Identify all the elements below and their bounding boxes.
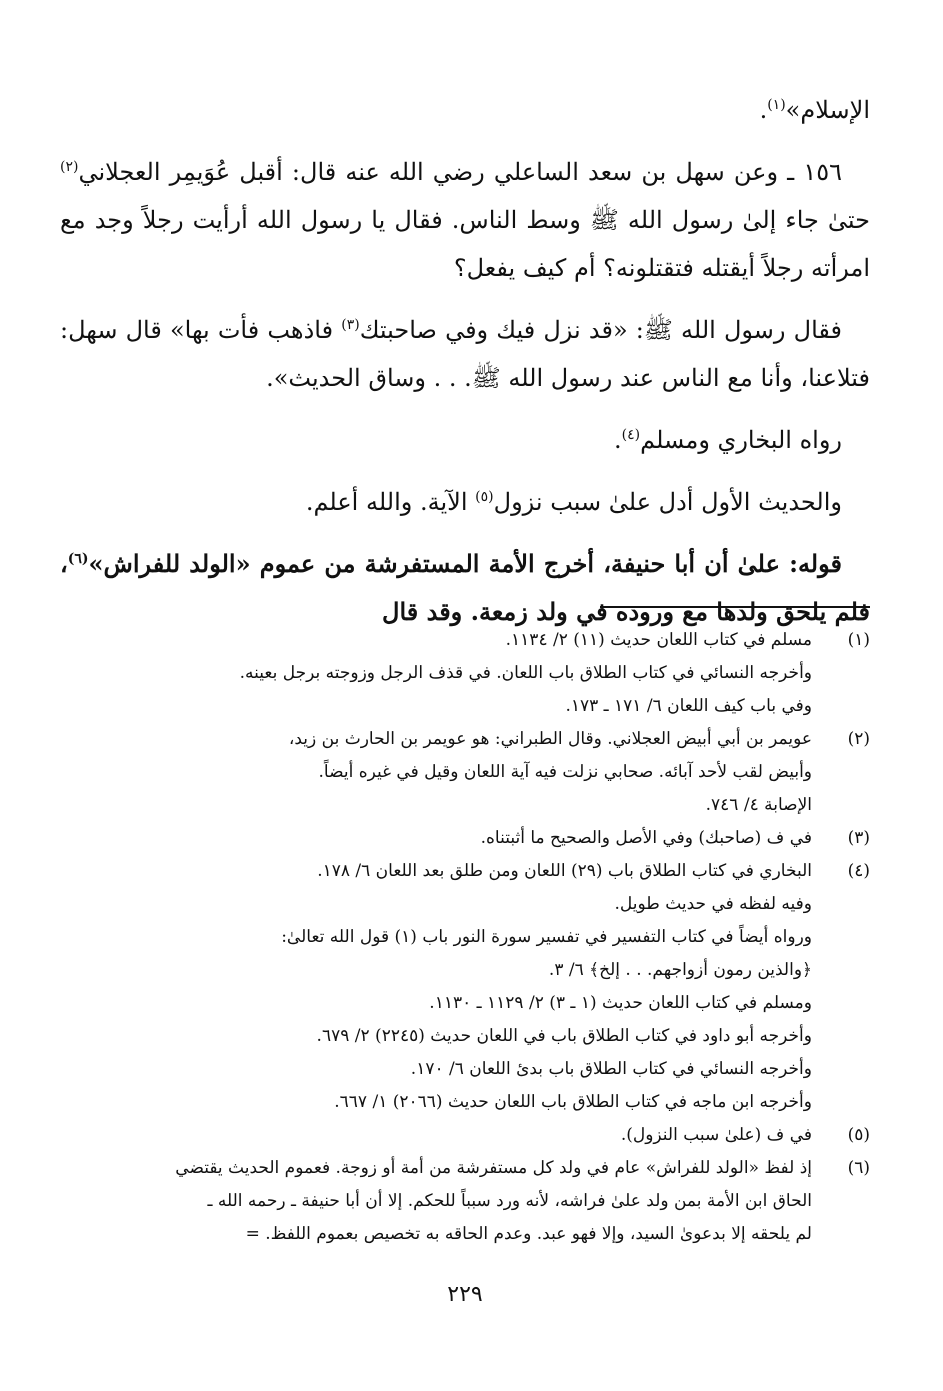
- text: الإسلام»: [785, 96, 870, 124]
- paragraph-6: [60, 540, 870, 636]
- footnote-body: [60, 822, 812, 855]
- footnote-line: لم يلحقه إلا بدعوىٰ السيد، وإلا فهو عبد. وعدم الحاقه به تخصيص بعموم اللفظ. =: [245, 1224, 812, 1244]
- footnote-line: الإصابة ٤/ ٧٤٦.: [705, 795, 812, 815]
- footnote-1: [60, 624, 870, 723]
- footnote-ref[interactable]: (١): [767, 97, 786, 113]
- main-text: [60, 86, 870, 636]
- text: حتىٰ جاء إلىٰ رسول الله ﷺ وسط الناس. فقال يا رسول الله أرأيت رجلاً وجد مع امرأته رجلاً أيقتله فتقتلونه؟ أم كيف يفعل؟: [60, 206, 870, 282]
- footnote-ref[interactable]: (٣): [341, 317, 360, 333]
- text: ١٥٦ ـ وعن سهل بن سعد الساعلي رضي الله عنه قال: أقبل عُوَيمِر العجلاني: [78, 158, 842, 186]
- footnote-line: مسلم في كتاب اللعان حديث (١١) ٢/ ١١٣٤.: [505, 630, 812, 650]
- footnotes: [60, 624, 870, 1251]
- footnote-body: [60, 855, 812, 1119]
- footnote-separator: [600, 606, 870, 608]
- footnote-body: [60, 723, 812, 822]
- footnote-6: [60, 1152, 870, 1251]
- footnote-line: البخاري في كتاب الطلاق باب (٢٩) اللعان ومن طلق بعد اللعان ٦/ ١٧٨.: [317, 861, 812, 881]
- text: والحديث الأول أدل علىٰ سبب نزول: [493, 488, 842, 516]
- text: فقال رسول الله ﷺ: «قد نزل فيك وفي صاحبتك: [359, 316, 842, 344]
- footnote-ref[interactable]: (٥): [475, 489, 494, 505]
- footnote-line: ورواه أيضاً في كتاب التفسير في تفسير سورة النور باب (١) قول الله تعالىٰ:: [281, 927, 812, 947]
- footnote-ref[interactable]: (٤): [621, 427, 641, 443]
- text: فاذهب فأت بها» قال سهل: فتلاعنا، وأنا مع الناس عند رسول الله ﷺ. . . وساق الحديث».: [60, 316, 870, 392]
- text: قوله: علىٰ أن أبا حنيفة، أخرج الأمة المستفرشة من عموم «الولد للفراش»: [88, 549, 842, 578]
- footnote-line: ومسلم في كتاب اللعان حديث (١ ـ ٣) ٢/ ١١٢٩ ـ ١١٣٠.: [429, 993, 812, 1013]
- footnote-line: في ف (علىٰ سبب النزول).: [620, 1125, 812, 1145]
- footnote-body: [60, 624, 812, 723]
- footnote-line: عويمر بن أبي أبيض العجلاني. وقال الطبراني: هو عويمر بن الحارث بن زيد،: [288, 729, 812, 749]
- text: رواه البخاري ومسلم: [640, 426, 842, 454]
- footnote-4: [60, 855, 870, 1119]
- footnote-line: وفي باب كيف اللعان ٦/ ١٧١ ـ ١٧٣.: [565, 696, 812, 716]
- text: .: [759, 96, 768, 124]
- text: ، فلم يلحق ولدها مع وروده في ولد زمعة. وقد قال: [60, 549, 870, 626]
- footnote-number: (٤): [847, 861, 870, 881]
- text: .: [614, 426, 622, 454]
- footnote-body: [60, 1119, 812, 1152]
- footnote-line: ﴿والذين رمون أزواجهم. . . إلخ﴾ ٦/ ٣.: [548, 960, 812, 980]
- footnote-line: وأخرجه أبو داود في كتاب الطلاق باب في اللعان حديث (٢٢٤٥) ٢/ ٦٧٩.: [316, 1026, 812, 1046]
- footnote-ref[interactable]: (٦): [67, 551, 89, 567]
- text: الآية. والله أعلم.: [305, 488, 476, 516]
- footnote-line: وأخرجه النسائي في كتاب الطلاق باب اللعان. في قذف الرجل وزوجته برجل بعينه.: [239, 663, 812, 683]
- footnote-5: [60, 1119, 870, 1152]
- footnote-line: وأخرجه النسائي في كتاب الطلاق باب بدئ اللعان ٦/ ١٧٠.: [410, 1059, 812, 1079]
- footnote-2: [60, 723, 870, 822]
- footnote-line: وأبيض لقب لأحد آبائه. صحابي نزلت فيه آية اللعان وقيل في غيره أيضاً.: [318, 762, 812, 782]
- paragraph-3: [60, 306, 870, 402]
- footnote-line: في ف (صاحبك) وفي الأصل والصحيح ما أثبتناه.: [480, 828, 812, 848]
- footnote-number: (٦): [847, 1158, 870, 1178]
- page: [60, 86, 870, 1346]
- footnote-number: (٥): [847, 1125, 870, 1145]
- footnote-line: وأخرجه ابن ماجه في كتاب الطلاق باب اللعان حديث (٢٠٦٦) ١/ ٦٦٧.: [334, 1092, 812, 1112]
- footnote-line: وفيه لفظه في حديث طويل.: [614, 894, 812, 914]
- footnote-number: (٢): [847, 729, 870, 749]
- page-number: ٢٢٩: [447, 1282, 483, 1307]
- footnote-ref[interactable]: (٢): [60, 159, 79, 175]
- footnote-number: (١): [847, 630, 870, 650]
- paragraph-5: [60, 478, 870, 526]
- footnote-3: [60, 822, 870, 855]
- paragraph-1: [60, 86, 870, 134]
- paragraph-2: [60, 148, 870, 292]
- paragraph-4: [60, 416, 870, 464]
- footnote-body: [60, 1152, 812, 1251]
- footnote-line: إذ لفظ «الولد للفراش» عام في ولد كل مستفرشة من أمة أو زوجة. فعموم الحديث يقتضي: [175, 1158, 812, 1178]
- footnote-line: الحاق ابن الأمة بمن ولد علىٰ فراشه، لأنه ورد سبباً للحكم. إلا أن أبا حنيفة ـ رحمه الله ـ: [207, 1191, 812, 1211]
- footnote-number: (٣): [847, 828, 870, 848]
